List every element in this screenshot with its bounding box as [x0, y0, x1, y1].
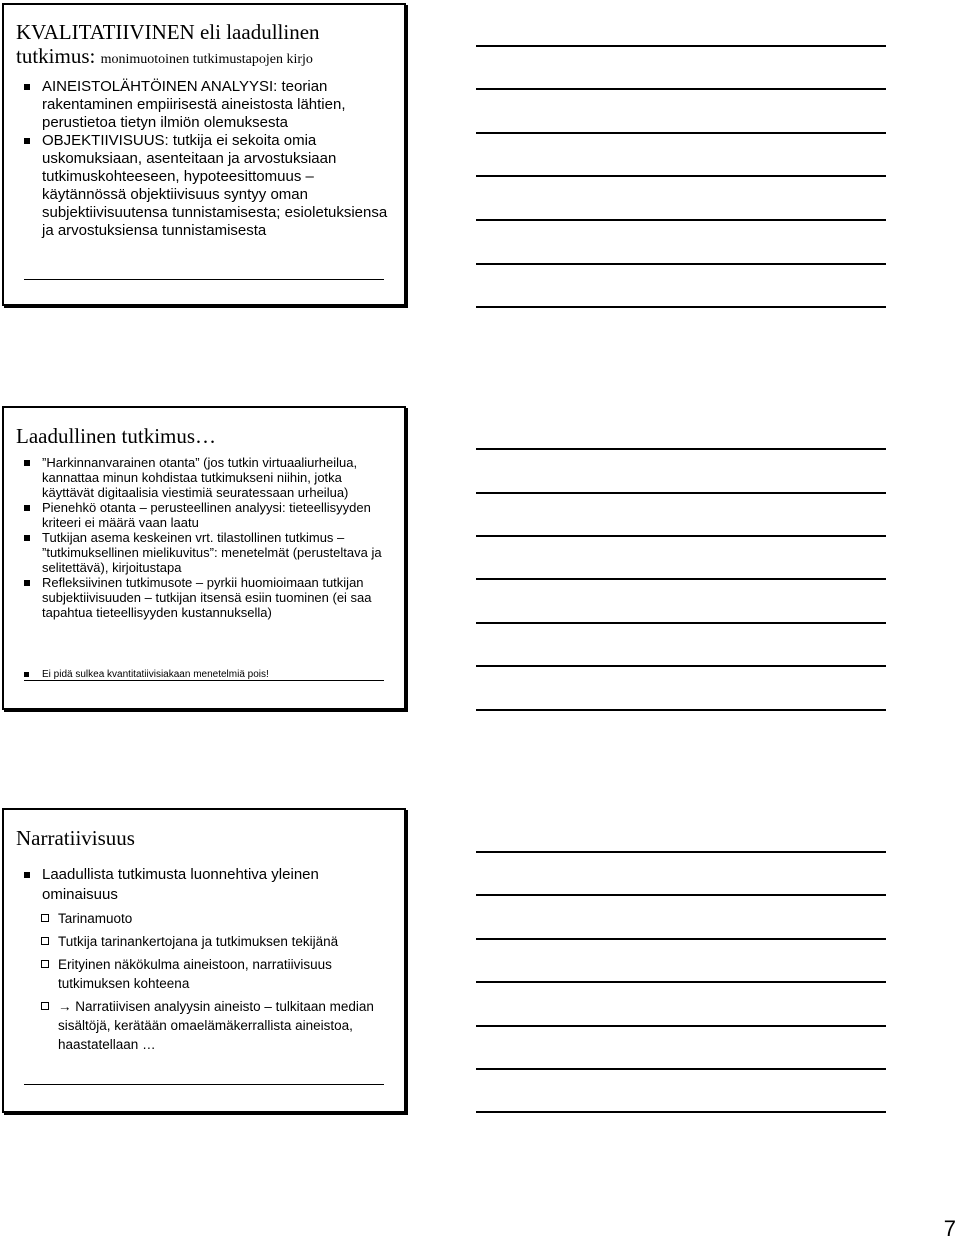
sub-list-item [16, 932, 392, 951]
sub-bullet-text: Erityinen näkökulma aineistoon, narratiivisuus tutkimuksen kohteena [58, 957, 332, 991]
bullet-square-icon [24, 84, 30, 90]
note-line [476, 894, 886, 896]
note-line [476, 45, 886, 47]
checkbox-bullet-icon [41, 1002, 49, 1010]
bullet-text: Pienehkö otanta – perusteellinen analyysi: tieteellisyyden kriteeri ei määrä vaan laatu [42, 500, 371, 530]
bullet-text: Refleksiivinen tutkimusote – pyrkii huomioimaan tutkijan subjektiivisuuden – tutkijan itsensä esiin tuominen (ei saa tapahtua tieteellisyyden kustannuksella) [42, 575, 372, 620]
sub-bullet-text: Tutkija tarinankertojana ja tutkimuksen tekijänä [58, 934, 339, 949]
slide-2 [2, 406, 406, 710]
note-line [476, 981, 886, 983]
slide-3-rule [24, 1084, 384, 1085]
bullet-text: OBJEKTIIVISUUS: tutkija ei sekoita omia uskomuksiaan, asenteitaan ja arvostuksiaan tutkimuskohteeseen, hypoteesittomuus – käytännössä objektiivisuus syntyy oman subjektiivisuutensa tunnistamisesta; esioletuksiensa ja arvostuksiensa tunnistamisesta [42, 132, 388, 239]
note-line [476, 665, 886, 667]
slide-2-bullets [16, 455, 392, 620]
slide-1-rule [24, 279, 384, 280]
slide-1-title-main: KVALITATIIVINEN eli laadullinen tutkimus: [16, 20, 320, 68]
bullet-square-icon [24, 460, 30, 466]
checkbox-bullet-icon [41, 914, 49, 922]
slide-2-title: Laadullinen tutkimus… [16, 424, 217, 448]
bullet-text: Laadullista tutkimusta luonnehtiva yleinen ominaisuus [42, 866, 319, 903]
note-line [476, 448, 886, 450]
bullet-square-icon [24, 535, 30, 541]
note-line [476, 306, 886, 308]
sub-bullet-text: Tarinamuoto [58, 911, 133, 926]
note-line [476, 622, 886, 624]
list-item [16, 78, 392, 132]
bullet-text: Ei pidä sulkea kvantitatiivisiakaan menetelmiä pois! [42, 669, 269, 680]
bullet-square-icon [24, 872, 30, 878]
note-line [476, 709, 886, 711]
list-item [16, 530, 392, 575]
list-item [16, 865, 392, 905]
list-item [16, 500, 392, 530]
checkbox-bullet-icon [41, 937, 49, 945]
slide-3-bullets [16, 865, 392, 1054]
slide-1-bullets [16, 78, 392, 240]
note-line [476, 219, 886, 221]
note-line [476, 88, 886, 90]
note-line [476, 1068, 886, 1070]
slide-3-title: Narratiivisuus [16, 826, 135, 850]
slide-1-title [16, 20, 404, 72]
bullet-text: AINEISTOLÄHTÖINEN ANALYYSI: teorian rakentaminen empiirisestä aineistosta lähtien, perustietoa tietyn ilmiön olemuksesta [42, 78, 346, 131]
note-line [476, 535, 886, 537]
list-item [16, 575, 392, 620]
note-line [476, 938, 886, 940]
slide-3 [2, 808, 406, 1113]
note-line [476, 578, 886, 580]
note-line [476, 851, 886, 853]
checkbox-bullet-icon [41, 960, 49, 968]
bullet-square-icon [24, 580, 30, 586]
list-item [16, 132, 392, 240]
note-line [476, 263, 886, 265]
note-line [476, 132, 886, 134]
bullet-square-icon [24, 672, 29, 677]
sub-list-item [16, 955, 392, 993]
sub-bullet-text: → Narratiivisen analyysin aineisto – tulkitaan median sisältöjä, kerätään omaelämäkerrallista aineistoa, haastatellaan … [58, 999, 374, 1052]
sub-list-item [16, 909, 392, 928]
list-item [16, 455, 392, 500]
slide-1 [2, 3, 406, 306]
slide-2-rule [24, 680, 384, 681]
bullet-text: ”Harkinnanvarainen otanta” (jos tutkin virtuaaliurheilua, kannattaa minun kohdistaa tutkimukseni niihin, jotka käyttävät digitaalisia viestimiä seuratessaan urheilua) [42, 455, 358, 500]
note-line [476, 175, 886, 177]
note-line [476, 1111, 886, 1113]
sub-list-item [16, 997, 392, 1054]
page-number: 7 [943, 1216, 956, 1241]
note-line [476, 492, 886, 494]
bullet-square-icon [24, 505, 30, 511]
bullet-text: Tutkijan asema keskeinen vrt. tilastollinen tutkimus – ”tutkimuksellinen mielikuvitus”: menetelmät (perusteltava ja selitettävä), kirjoitustapa [42, 530, 382, 575]
slide-1-title-sub: monimuotoinen tutkimustapojen kirjo [100, 52, 313, 67]
note-line [476, 1025, 886, 1027]
bullet-square-icon [24, 138, 30, 144]
